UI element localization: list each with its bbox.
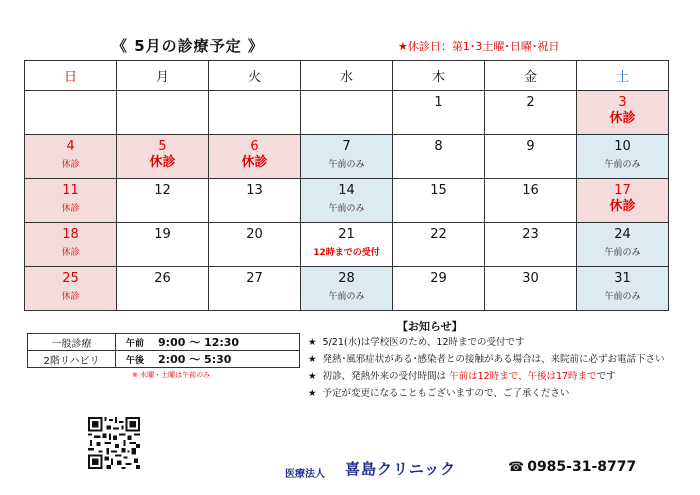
calendar-week-row — [25, 135, 669, 179]
hours-am — [116, 334, 300, 351]
calendar-day-cell — [301, 179, 393, 223]
calendar-day-cell — [485, 179, 577, 223]
day-number: 22 — [430, 227, 447, 242]
calendar-day-cell — [209, 179, 301, 223]
weekday-sun: 日 — [25, 61, 117, 91]
notice-item — [308, 387, 665, 400]
pm-label: 午後 — [126, 356, 145, 366]
calendar-day-cell — [485, 91, 577, 135]
calendar-day-cell — [577, 179, 669, 223]
day-number: 17 — [614, 183, 631, 198]
weekday-fri: 金 — [485, 61, 577, 91]
day-number: 3 — [618, 95, 627, 110]
calendar-day-cell — [301, 267, 393, 311]
day-note: 12時までの受付 — [313, 248, 380, 258]
calendar-day-cell — [117, 179, 209, 223]
day-note: 休診 — [609, 111, 636, 126]
day-note: 休診 — [61, 248, 80, 258]
day-note: 休診 — [61, 160, 80, 170]
calendar-day-cell — [393, 179, 485, 223]
star-icon: ★ — [308, 388, 317, 399]
calendar-day-cell — [393, 135, 485, 179]
calendar-body — [25, 91, 669, 311]
weekday-mon: 月 — [117, 61, 209, 91]
calendar-day-cell — [209, 267, 301, 311]
clinic-corp-label: 医療法人 — [285, 469, 325, 480]
day-number: 5 — [158, 139, 167, 154]
calendar-day-cell — [393, 267, 485, 311]
calendar-day-cell — [577, 267, 669, 311]
notice-text: 予定が変更になることもございますので、ご了承ください — [322, 388, 570, 399]
hours-row-am — [28, 334, 300, 351]
day-number: 16 — [522, 183, 539, 198]
calendar-day-cell — [25, 135, 117, 179]
day-number: 29 — [430, 271, 447, 286]
weekday-sat: 土 — [577, 61, 669, 91]
calendar-day-cell — [485, 267, 577, 311]
day-note: 休診 — [609, 199, 636, 214]
day-note: 午前のみ — [604, 248, 641, 258]
hours-pm — [116, 351, 300, 368]
calendar-day-cell — [485, 135, 577, 179]
closed-days-note: ★休診日：第1･3土曜･日曜･祝日 — [398, 40, 560, 53]
day-number: 27 — [246, 271, 263, 286]
day-note: 午前のみ — [328, 160, 365, 170]
weekday-wed: 水 — [301, 61, 393, 91]
calendar-table — [24, 60, 669, 311]
phone-icon: ☎ — [508, 460, 525, 475]
calendar-day-cell — [485, 223, 577, 267]
calendar-day-cell — [117, 267, 209, 311]
calendar-day-cell — [393, 91, 485, 135]
clinic-phone — [508, 459, 636, 475]
hours-note: ※ 水曜・土曜は午前のみ — [132, 371, 211, 379]
notice-text: 発熱･風邪症状がある･感染者との接触がある場合は、来院前に必ずお電話下さい — [322, 354, 665, 365]
notice-text: 初診、発熱外来の受付時間は — [322, 371, 450, 382]
weekday-thu: 木 — [393, 61, 485, 91]
day-number: 18 — [62, 227, 79, 242]
calendar-day-cell — [117, 91, 209, 135]
notice-item — [308, 370, 665, 383]
day-number: 15 — [430, 183, 447, 198]
day-number: 19 — [154, 227, 171, 242]
weekday-header-row — [25, 61, 669, 91]
calendar-day-cell — [301, 91, 393, 135]
calendar-week-row — [25, 179, 669, 223]
notice-item — [308, 353, 665, 366]
phone-number: 0985-31-8777 — [527, 459, 637, 475]
hours-label-rehab: 2階リハビリ — [28, 351, 116, 368]
calendar-day-cell — [577, 223, 669, 267]
notice-item — [308, 336, 665, 349]
day-note: 午前のみ — [604, 160, 641, 170]
calendar-day-cell — [117, 223, 209, 267]
page-title: 《 5月の診療予定 》 — [112, 37, 264, 55]
hours-label-general: 一般診療 — [28, 334, 116, 351]
day-number: 9 — [526, 139, 535, 154]
hours-table — [27, 333, 300, 368]
day-number: 26 — [154, 271, 171, 286]
day-number: 20 — [246, 227, 263, 242]
calendar-day-cell — [577, 135, 669, 179]
day-note: 午前のみ — [328, 204, 365, 214]
day-number: 11 — [62, 183, 79, 198]
day-note: 午前のみ — [328, 292, 365, 302]
star-icon: ★ — [308, 371, 317, 382]
day-number: 4 — [66, 139, 75, 154]
calendar-day-cell — [393, 223, 485, 267]
calendar-day-cell — [25, 223, 117, 267]
weekday-tue: 火 — [209, 61, 301, 91]
day-note: 休診 — [61, 292, 80, 302]
notice-highlight: 午前は12時まで、午後は17時まで — [449, 371, 597, 382]
calendar-day-cell — [301, 223, 393, 267]
day-number: 1 — [434, 95, 443, 110]
calendar-week-row — [25, 223, 669, 267]
day-number: 14 — [338, 183, 355, 198]
day-number: 31 — [614, 271, 631, 286]
day-number: 13 — [246, 183, 263, 198]
day-number: 6 — [250, 139, 259, 154]
day-number: 12 — [154, 183, 171, 198]
star-icon: ★ — [308, 337, 317, 348]
day-number: 24 — [614, 227, 631, 242]
notice-text-end: です — [596, 371, 616, 382]
day-note: 午前のみ — [604, 292, 641, 302]
am-label: 午前 — [126, 339, 145, 349]
calendar-day-cell — [25, 267, 117, 311]
day-number: 2 — [526, 95, 535, 110]
day-number: 21 — [338, 227, 355, 242]
day-note: 休診 — [61, 204, 80, 214]
calendar-day-cell — [577, 91, 669, 135]
calendar-day-cell — [209, 91, 301, 135]
notice-list — [308, 336, 665, 404]
notice-text: 5/21(水)は学校医のため、12時までの受付です — [322, 337, 525, 348]
am-time: 9:00 〜 12:30 — [158, 336, 240, 349]
day-number: 23 — [522, 227, 539, 242]
calendar-week-row — [25, 267, 669, 311]
notice-title: 【お知らせ】 — [397, 320, 463, 333]
hours-row-pm — [28, 351, 300, 368]
calendar-week-row — [25, 91, 669, 135]
qr-code-icon — [88, 417, 140, 469]
day-note: 休診 — [149, 155, 176, 170]
calendar-day-cell — [301, 135, 393, 179]
calendar-day-cell — [25, 179, 117, 223]
star-icon: ★ — [308, 354, 317, 365]
calendar-day-cell — [25, 91, 117, 135]
day-number: 25 — [62, 271, 79, 286]
calendar-day-cell — [117, 135, 209, 179]
calendar-day-cell — [209, 223, 301, 267]
day-number: 8 — [434, 139, 443, 154]
calendar-day-cell — [209, 135, 301, 179]
day-number: 28 — [338, 271, 355, 286]
day-number: 7 — [342, 139, 351, 154]
clinic-name: 喜島クリニック — [345, 460, 457, 478]
day-number: 30 — [522, 271, 539, 286]
day-number: 10 — [614, 139, 631, 154]
pm-time: 2:00 〜 5:30 — [158, 353, 232, 366]
day-note: 休診 — [241, 155, 268, 170]
